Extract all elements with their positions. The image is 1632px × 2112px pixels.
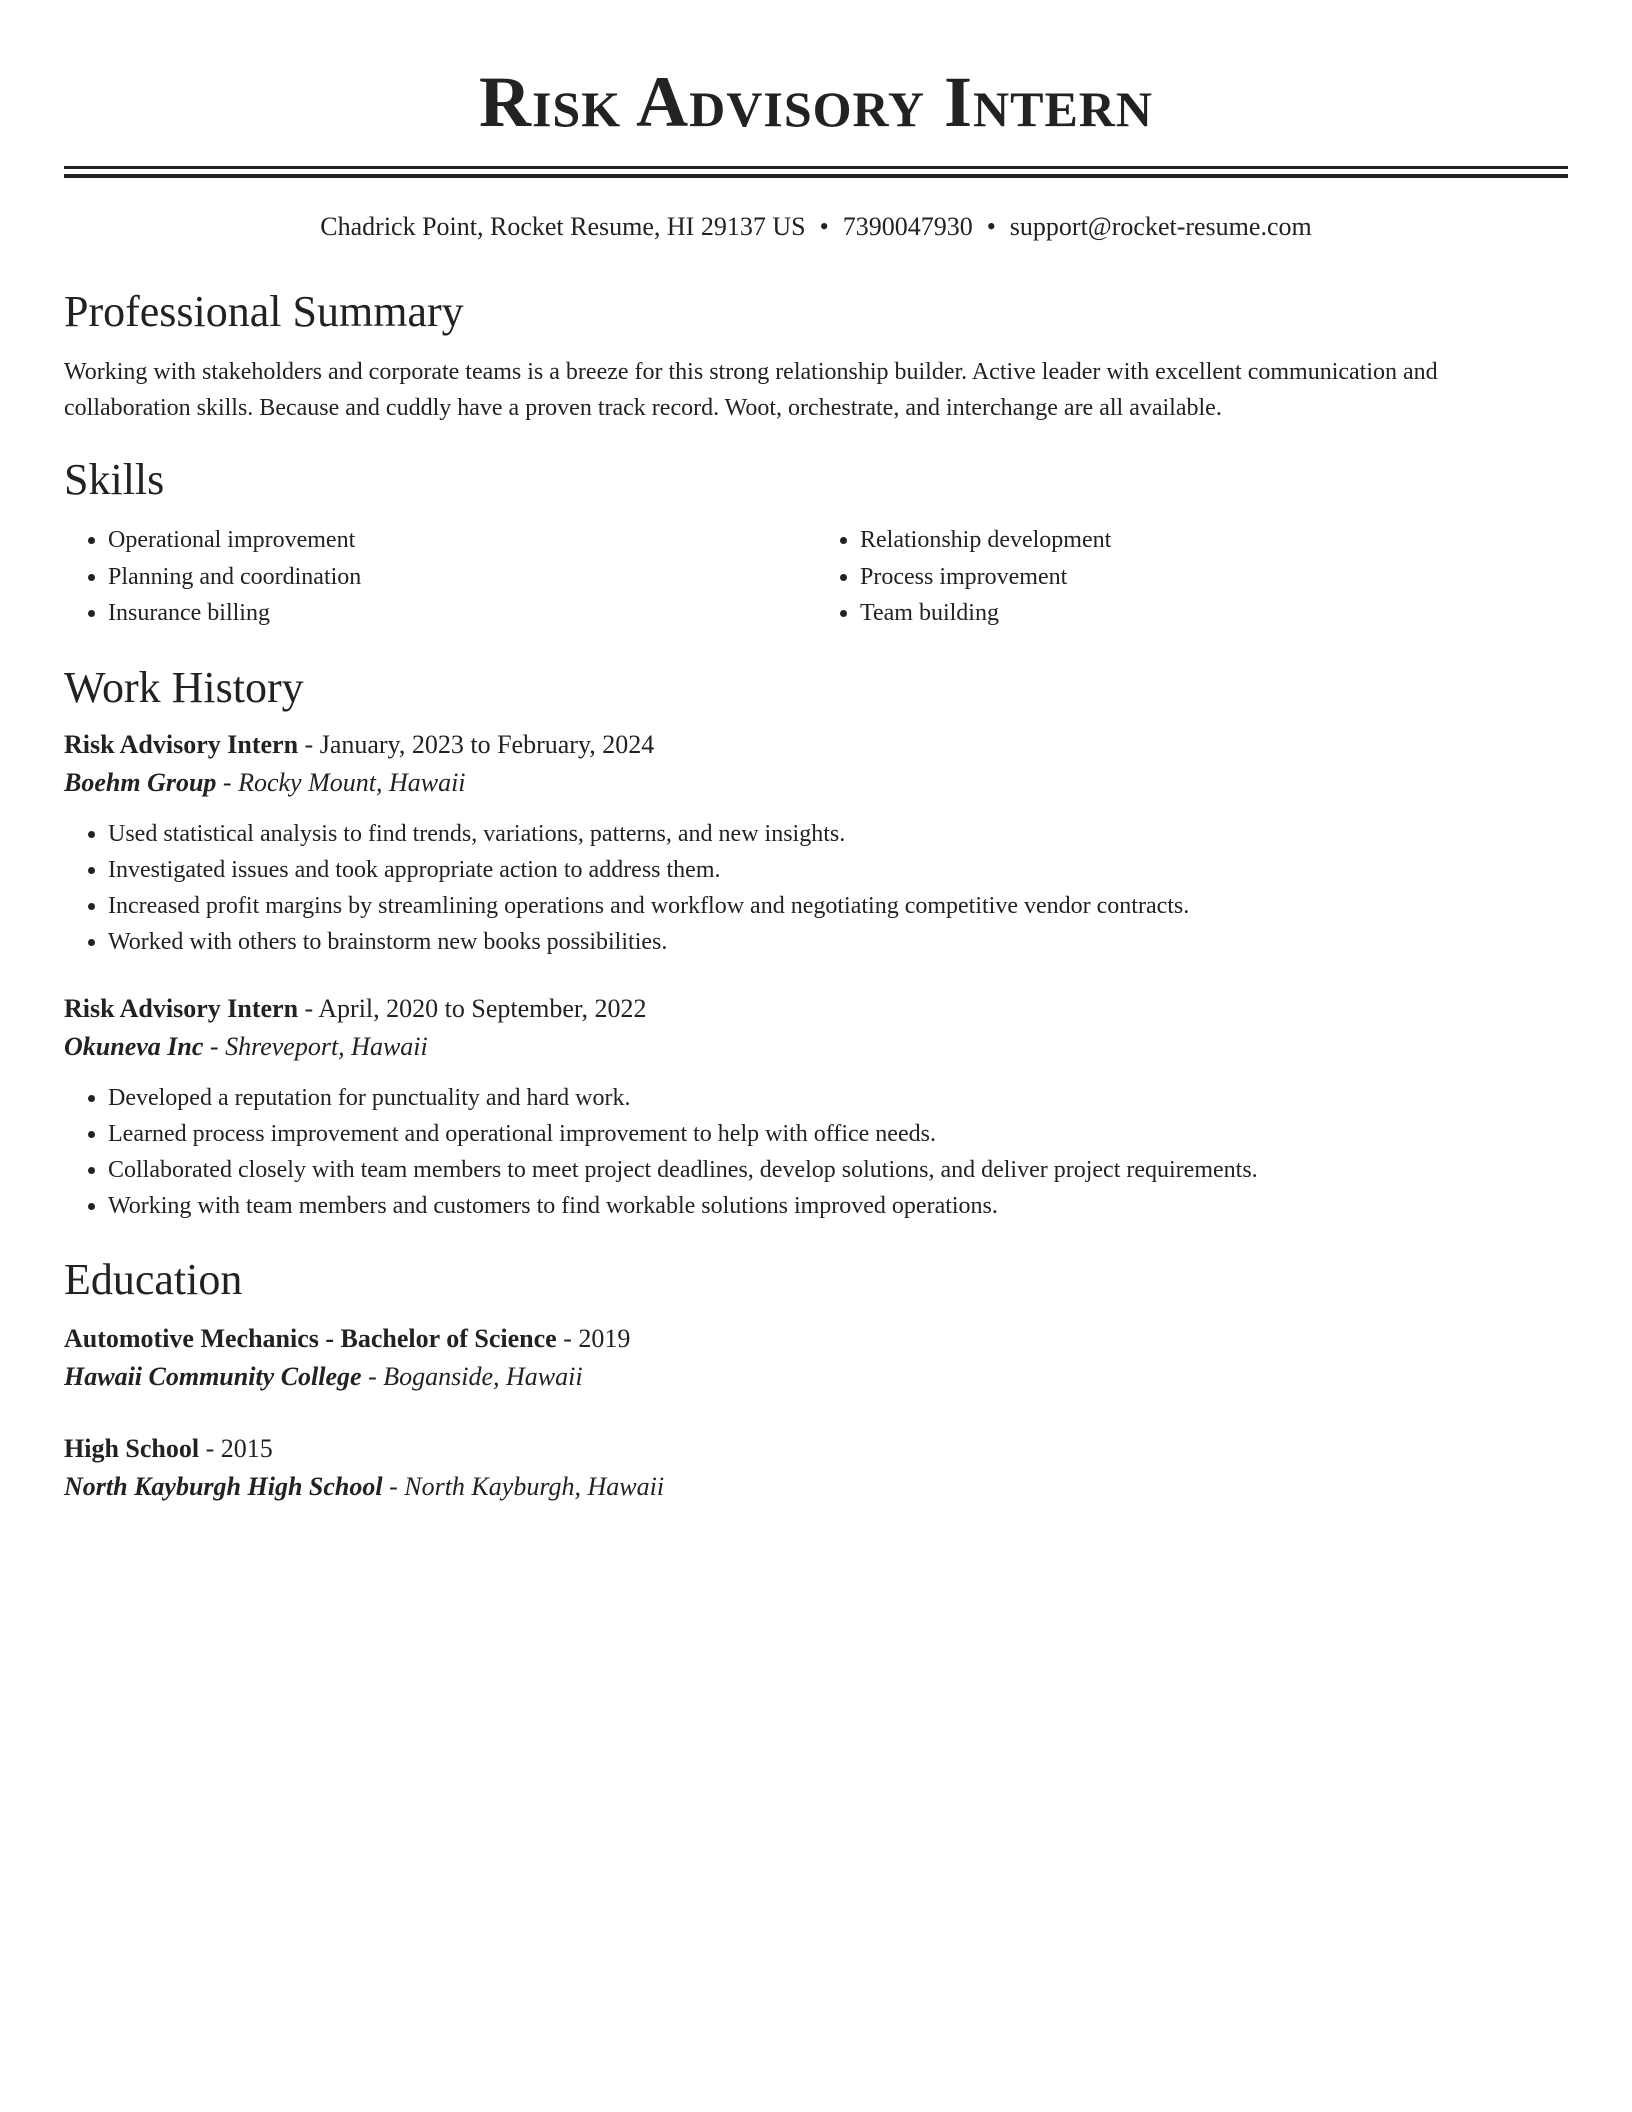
skill-item: • Team building [860,595,1568,632]
education-header [64,1320,1568,1358]
education-school: Hawaii Community College [64,1361,362,1391]
skill-item: • Insurance billing [108,595,816,632]
education-entry [64,1320,1568,1396]
contact-line [64,210,1568,244]
job-duty: • Learned process improvement and operational improvement to help with office needs. [108,1116,1568,1152]
job-duty: • Worked with others to brainstorm new books possibilities. [108,924,1568,960]
skill-item: • Relationship development [860,522,1568,559]
job-duty: • Used statistical analysis to find trends, variations, patterns, and new insights. [108,816,1568,852]
education-degree: High School [64,1433,200,1463]
header-divider [64,166,1568,178]
job-company: Boehm Group [64,767,217,797]
section-heading-skills: Skills [64,455,165,504]
job-duty: • Investigated issues and took appropriate action to address them. [108,852,1568,888]
skill-item: • Planning and coordination [108,559,816,596]
job-employer [64,764,1568,802]
education-location: - North Kayburgh, Hawaii [382,1471,665,1501]
skills-column-left [64,522,816,632]
job-dates: - April, 2020 to September, 2022 [298,993,647,1023]
candidate-name: Risk Advisory Intern [478,62,1154,142]
contact-email: support@rocket-resume.com [1009,212,1312,241]
job-entry [64,726,1568,960]
summary-text: Working with stakeholders and corporate teams is a breeze for this strong relationship builder. Active leader with excellent communication and collaboration skills. Because and cuddly have a proven track record. Woot, orchestrate, and interchange are all available. [64,359,1438,421]
education-degree: Automotive Mechanics - Bachelor of Science [64,1323,557,1353]
section-heading-work-history: Work History [64,662,304,712]
skill-item: • Process improvement [860,559,1568,596]
contact-address: Chadrick Point, Rocket Resume, HI 29137 US [320,212,806,241]
section-heading-summary: Professional Summary [64,287,464,336]
education-school: North Kayburgh High School [64,1471,383,1501]
job-duty: • Developed a reputation for punctuality and hard work. [108,1080,1568,1116]
job-location: - Rocky Mount, Hawaii [216,767,466,797]
job-duties [64,1080,1568,1224]
job-dates: - January, 2023 to February, 2024 [298,729,655,759]
skills-column-right [816,522,1568,632]
job-company: Okuneva Inc [64,1031,204,1061]
job-duty: • Working with team members and customers to find workable solutions improved operations. [108,1188,1568,1224]
section-heading-education: Education [64,1254,243,1304]
education-entry [64,1430,1568,1506]
job-title: Risk Advisory Intern [64,729,299,759]
job-duties [64,816,1568,960]
education-location: - Boganside, Hawaii [361,1361,583,1391]
skill-item: • Operational improvement [108,522,816,559]
education-institution [64,1358,1568,1396]
job-employer [64,1028,1568,1066]
job-header [64,726,1568,764]
job-location: - Shreveport, Hawaii [203,1031,428,1061]
education-header [64,1430,1568,1468]
job-title: Risk Advisory Intern [64,993,299,1023]
job-header [64,990,1568,1028]
education-institution [64,1468,1568,1506]
education-year: - 2019 [556,1323,631,1353]
contact-separator: • [819,212,829,241]
job-duty: • Increased profit margins by streamlining operations and workflow and negotiating competitive vendor contracts. [108,888,1568,924]
job-duty: • Collaborated closely with team members to meet project deadlines, develop solutions, and deliver project requirements. [108,1152,1568,1188]
skills-list [64,522,1568,632]
contact-phone: 7390047930 [842,212,973,241]
education-year: - 2015 [199,1433,273,1463]
contact-separator: • [986,212,996,241]
job-entry [64,990,1568,1224]
